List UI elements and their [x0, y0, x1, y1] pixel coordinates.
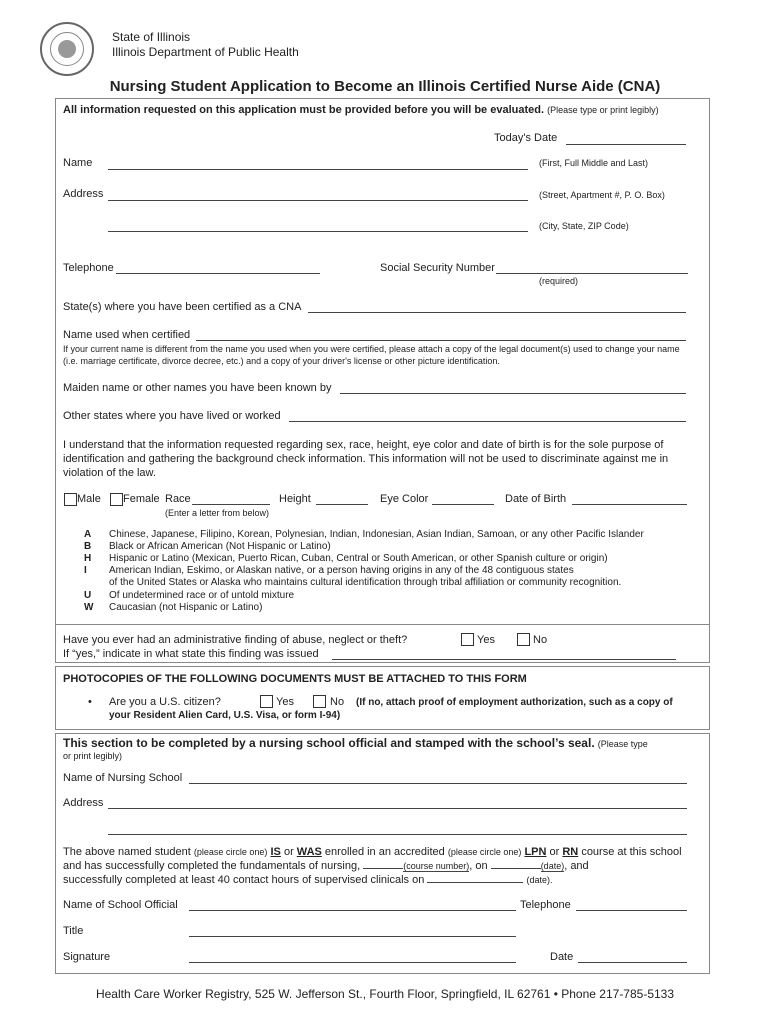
dob-field[interactable]: [572, 504, 687, 505]
citizen-yes-label: Yes: [276, 696, 294, 708]
ssn-field[interactable]: [496, 273, 688, 274]
school-telephone-label: Telephone: [520, 899, 571, 911]
eye-color-field[interactable]: [432, 504, 494, 505]
name-hint: (First, Full Middle and Last): [539, 158, 649, 168]
school-telephone-field[interactable]: [576, 910, 687, 911]
bullet: •: [88, 696, 92, 708]
signature-label: Signature: [63, 951, 111, 963]
abuse-followup-label: If “yes,” indicate in what state this finding was issued: [63, 648, 319, 660]
school-address-field-2[interactable]: [108, 834, 687, 835]
citizen-note-2: your Resident Alien Card, U.S. Visa, or form I-94): [109, 710, 341, 721]
name-used-label: Name used when certified: [63, 329, 191, 341]
abuse-state-field[interactable]: [332, 659, 676, 660]
address-hint-city: (City, State, ZIP Code): [539, 221, 629, 231]
todays-date-label: Today's Date: [494, 132, 558, 144]
race-code-row: A Chinese, Japanese, Filipino, Korean, Polynesian, Indian, Indonesian, Asian Indian, Samoan, or any other Pacific Islander: [84, 529, 644, 540]
telephone-label: Telephone: [63, 262, 114, 274]
state-name: State of Illinois: [112, 30, 191, 44]
school-name-label: Name of Nursing School: [63, 772, 183, 784]
height-field[interactable]: [316, 504, 368, 505]
address-street-field[interactable]: [108, 200, 528, 201]
race-field[interactable]: [192, 504, 270, 505]
race-code-row: I American Indian, Eskimo, or Alaskan native, or a person having origins in any of the 48 contiguous states: [84, 565, 574, 576]
race-label: Race: [165, 493, 191, 505]
other-states-field[interactable]: [289, 421, 686, 422]
address-hint-street: (Street, Apartment #, P. O. Box): [539, 190, 665, 200]
citizen-question: Are you a U.S. citizen?: [109, 696, 221, 708]
disclaimer-text: I understand that the information requested regarding sex, race, height, eye color and date of birth is for the sole purpose of identification and gathering the background check information. This information will not be used to discriminate against me in violation of the law.: [63, 439, 669, 479]
department-name: Illinois Department of Public Health: [112, 45, 299, 59]
other-states-label: Other states where you have lived or worked: [63, 410, 281, 422]
school-heading-note: or print legibly): [63, 751, 123, 761]
name-label: Name: [63, 157, 93, 169]
intro-text: All information requested on this application must be provided before you will be evaluated. (Please type or print legibly): [63, 104, 659, 116]
school-name-field[interactable]: [189, 783, 687, 784]
divider: [55, 624, 710, 625]
school-address-field-1[interactable]: [108, 808, 687, 809]
maiden-name-field[interactable]: [340, 393, 686, 394]
race-code-row: H Hispanic or Latino (Mexican, Puerto Rican, Cuban, Central or South American, or other Spanish culture or origin): [84, 553, 608, 564]
title-label: Title: [63, 925, 84, 937]
address-city-field[interactable]: [108, 231, 528, 232]
race-hint: (Enter a letter from below): [165, 508, 270, 518]
race-code-row: U Of undetermined race or of untold mixture: [84, 590, 295, 601]
photocopies-heading: PHOTOCOPIES OF THE FOLLOWING DOCUMENTS MUST BE ATTACHED TO THIS FORM: [63, 673, 527, 685]
telephone-field[interactable]: [116, 273, 320, 274]
school-heading: This section to be completed by a nursing school official and stamped with the school’s seal. (Please type: [63, 736, 648, 750]
female-label: Female: [123, 493, 160, 505]
name-change-note: If your current name is different from the name you used when you were certified, please attach a copy of the legal document(s) used to change your name (i.e. marriage certificate, divorce decree, etc.) and a copy of your driver's license or other picture identification.: [63, 344, 680, 366]
todays-date-field[interactable]: [566, 144, 686, 145]
title-field[interactable]: [189, 936, 516, 937]
enrollment-line-2: and has successfully completed the fundamentals of nursing, (course number), on (date), and: [63, 860, 589, 872]
dob-label: Date of Birth: [505, 493, 567, 505]
enrollment-line-1: The above named student (please circle one) IS or WAS enrolled in an accredited (please circle one) LPN or RN course at this school: [63, 846, 682, 858]
official-name-label: Name of School Official: [63, 899, 178, 911]
race-code-row: W Caucasian (not Hispanic or Latino): [84, 602, 263, 613]
eye-color-label: Eye Color: [380, 493, 429, 505]
ssn-label: Social Security Number: [380, 262, 495, 274]
illinois-seal-icon: [40, 22, 94, 76]
states-certified-label: State(s) where you have been certified as a CNA: [63, 301, 302, 313]
name-used-field[interactable]: [196, 340, 686, 341]
official-name-field[interactable]: [189, 910, 516, 911]
signature-field[interactable]: [189, 962, 516, 963]
abuse-no-label: No: [533, 634, 548, 646]
name-field[interactable]: [108, 169, 528, 170]
page-title: Nursing Student Application to Become an Illinois Certified Nurse Aide (CNA): [109, 78, 661, 95]
citizen-note-1: (If no, attach proof of employment authorization, such as a copy of: [356, 697, 673, 708]
race-code-row: B Black or African American (Not Hispanic or Latino): [84, 541, 331, 552]
citizen-no-label: No: [330, 696, 345, 708]
male-label: Male: [77, 493, 101, 505]
citizen-yes-checkbox[interactable]: [260, 695, 273, 708]
abuse-no-checkbox[interactable]: [517, 633, 530, 646]
abuse-yes-label: Yes: [477, 634, 495, 646]
school-address-label: Address: [63, 797, 104, 809]
citizen-no-checkbox[interactable]: [313, 695, 326, 708]
school-date-field[interactable]: [578, 962, 687, 963]
school-date-label: Date: [550, 951, 574, 963]
footer-text: Health Care Worker Registry, 525 W. Jefferson St., Fourth Floor, Springfield, IL 62761 • Phone 217-785-5133: [95, 987, 675, 1001]
female-checkbox[interactable]: [110, 493, 123, 506]
abuse-yes-checkbox[interactable]: [461, 633, 474, 646]
enrollment-line-3: successfully completed at least 40 contact hours of supervised clinicals on (date).: [63, 874, 553, 886]
maiden-name-label: Maiden name or other names you have been known by: [63, 382, 332, 394]
height-label: Height: [279, 493, 311, 505]
states-certified-field[interactable]: [308, 312, 686, 313]
address-label: Address: [63, 188, 104, 200]
abuse-question: Have you ever had an administrative finding of abuse, neglect or theft?: [63, 634, 408, 646]
race-code-row: of the United States or Alaska who maintains cultural identification through tribal affiliation or community recognition.: [109, 577, 622, 588]
male-checkbox[interactable]: [64, 493, 77, 506]
ssn-hint: (required): [539, 276, 579, 286]
